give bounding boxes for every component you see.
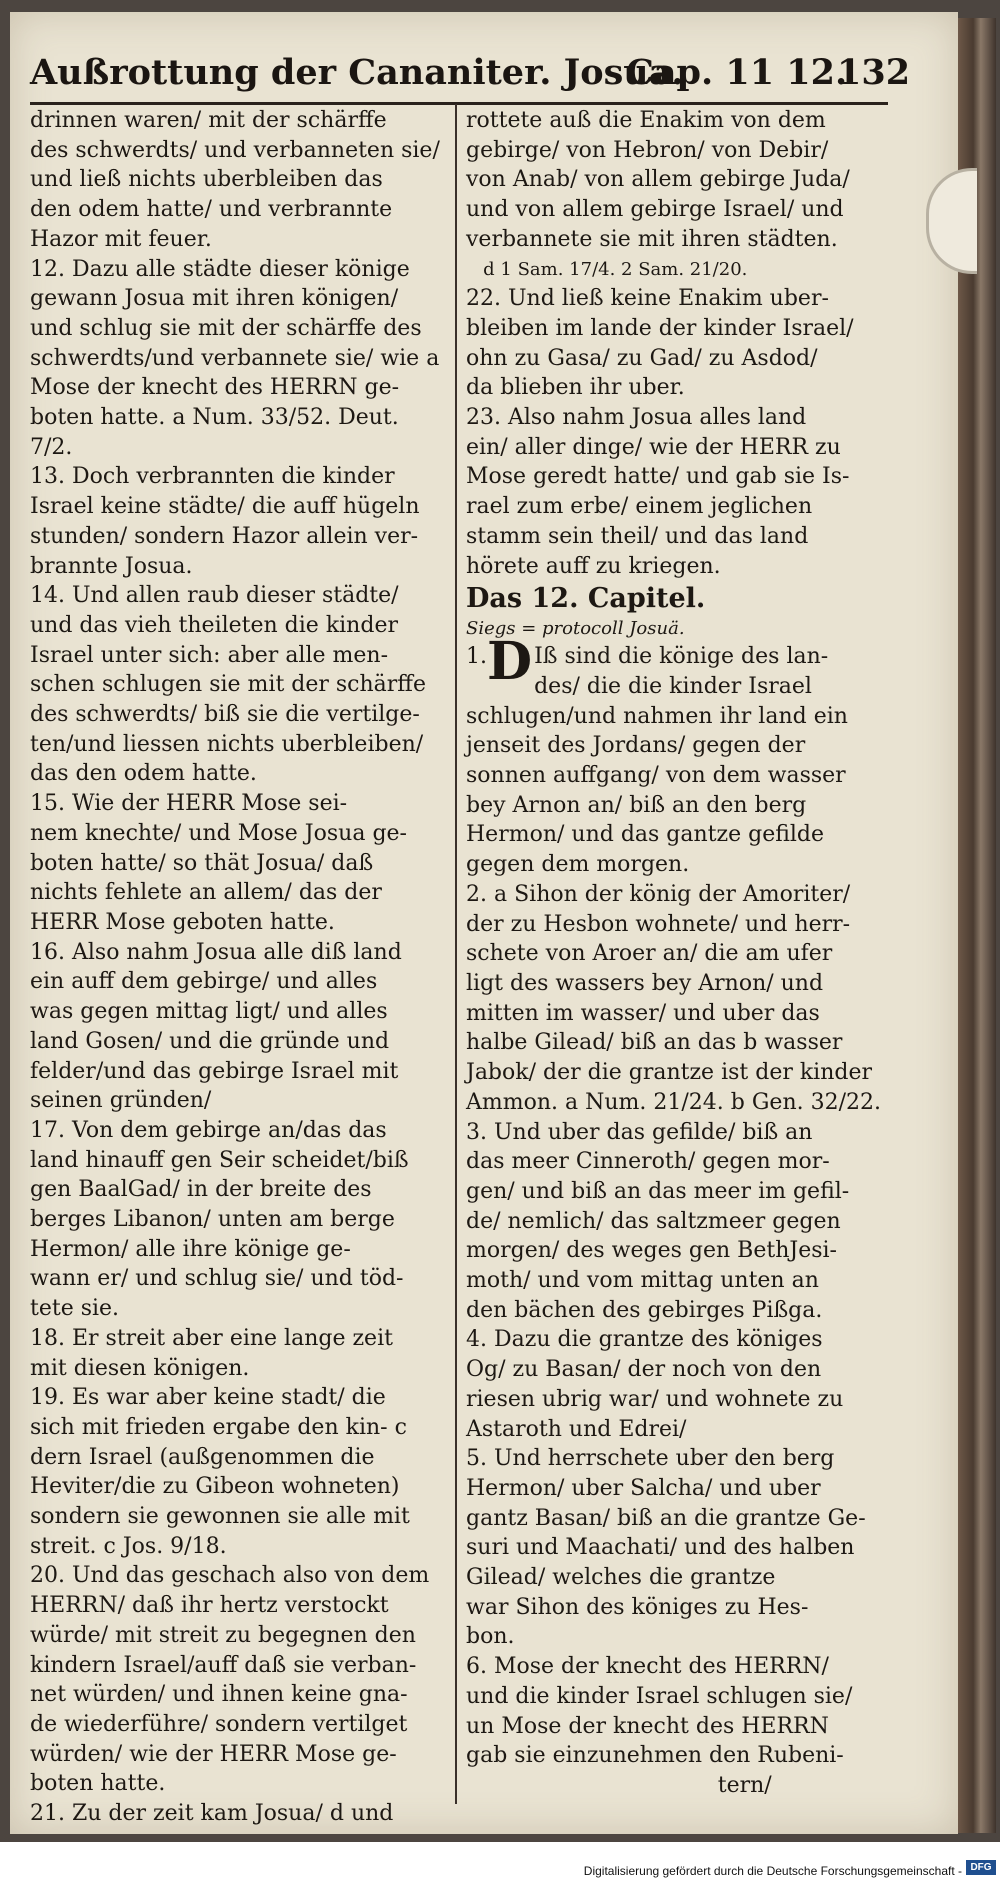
verse-paragraph: 20. Und das geschach also von dem HERRN/ daß ihr hertz verstockt würde/ mit streit zu begegnen den kindern Israel/auff daß sie verban- net würden/ und ihnen keine gna- de wiederführe/ sondern vertilget würden/ wie der HERR Mose ge- boten hatte.	[30, 1563, 430, 1797]
right-column	[466, 106, 889, 1801]
verse-paragraph: 14. Und allen raub dieser städte/ und das vieh theileten die kinder Israel unter sich: aber alle men- schen schlugen sie mit der schärffe des schwerdts/ biß sie die vertilge- ten/und liessen nichts uberbleiben/ das den odem hatte.	[30, 583, 426, 787]
drop-cap: D	[487, 631, 533, 693]
first-verse-text: Iß sind die könige des lan- des/ die die kinder Israel schlugen/und nahmen ihr land ein jenseit des Jordans/ gegen der sonnen auffgang/ von dem wasser bey Arnon an/ biß an den berg Hermon/ und das gantze gefilde gegen dem morgen.	[466, 644, 848, 878]
verse-paragraph: 12. Dazu alle städte dieser könige gewann Josua mit ihren königen/ und schlug sie mit der schärffe des schwerdts/und verbannete sie/ wie a Mose der knecht des HERRN ge- boten hatte. a Num. 33/52. Deut. 7/2.	[30, 256, 440, 460]
chapter-summary: Siegs = protocoll Josuä.	[466, 618, 685, 640]
verse-paragraph: 21. Zu der zeit kam Josua/ d und	[30, 1801, 394, 1827]
verse-paragraph: 2. a Sihon der könig der Amoriter/ der zu Hesbon wohnete/ und herr- schete von Aroer an/ die am ufer ligt des wassers bey Arnon/ und mitten im wasser/ und uber das halbe Gilead/ biß an das b wasser Jabok/ der die grantze ist der kinder Ammon. a Num. 21/24. b Gen. 32/22.	[466, 881, 881, 1115]
page-number: 132	[837, 52, 911, 93]
left-column	[30, 106, 447, 1829]
cross-reference: d 1 Sam. 17/4. 2 Sam. 21/20.	[466, 258, 748, 280]
column-divider	[455, 104, 457, 1804]
verse-paragraph: 16. Also nahm Josua alle diß land ein auff dem gebirge/ und alles was gegen mittag ligt/ und alles land Gosen/ und die gründe und felder/und das gebirge Israel mit seinen gründen/	[30, 939, 402, 1114]
verse-number: 1.	[466, 644, 487, 670]
page-edge-shadow	[958, 18, 996, 1833]
chapter-reference: Cap. 11 12.	[626, 52, 848, 93]
funding-credit: Digitalisierung gefördert durch die Deutsche Forschungsgemeinschaft -	[583, 1864, 962, 1878]
verse-paragraph: 3. Und uber das gefilde/ biß an das meer Cinneroth/ gegen mor- gen/ und biß an das meer im gefil- de/ nemlich/ das saltzmeer gegen morgen/ des weges gen BethJesi- moth/ und vom mittag unten an den bächen des gebirges Pißga.	[466, 1119, 850, 1323]
running-title: Außrottung der Cananiter. Josua.	[30, 52, 684, 93]
verse-paragraph-first	[466, 631, 889, 880]
verse-paragraph: 22. Und ließ keine Enakim uber- bleiben im lande der kinder Israel/ ohn zu Gasa/ zu Gad/ zu Asdod/ da blieben ihr uber.	[466, 286, 854, 401]
verse-paragraph: 6. Mose der knecht des HERRN/ und die kinder Israel schlugen sie/ un Mose der knecht des HERRN gab sie einzunehmen den Rubeni- tern/	[466, 1654, 853, 1798]
verse-paragraph: 18. Er streit aber eine lange zeit mit diesen königen.	[30, 1325, 393, 1381]
verse-paragraph: 23. Also nahm Josua alles land ein/ aller dinge/ wie der HERR zu Mose geredt hatte/ und gab sie Is- rael zum erbe/ einem jeglichen stamm sein theil/ und das land hörete auff zu kriegen.	[466, 405, 850, 579]
verse-paragraph: 15. Wie der HERR Mose sei- nem knechte/ und Mose Josua ge- boten hatte/ so thät Josua/ daß nichts fehlete an allem/ das der HERR Mose geboten hatte.	[30, 791, 407, 935]
chapter-heading: Das 12. Capitel.	[466, 583, 706, 615]
header-rule	[30, 102, 888, 105]
verse-paragraph: 4. Dazu die grantze des königes Og/ zu Basan/ der noch von den riesen ubrig war/ und wohnete zu Astaroth und Edrei/	[466, 1327, 844, 1442]
verse-paragraph: 17. Von dem gebirge an/das das land hinauff gen Seir scheidet/biß gen BaalGad/ in der breite des berges Libanon/ unten am berge Hermon/ alle ihre könige ge- wann er/ und schlug sie/ und töd- tete sie.	[30, 1117, 409, 1322]
running-header	[30, 52, 911, 102]
dfg-logo: DFG	[966, 1860, 996, 1875]
verse-paragraph: rottete auß die Enakim von dem gebirge/ von Hebron/ von Debir/ von Anab/ von allem gebirge Juda/ und von allem gebirge Israel/ und verbannete sie mit ihren städten.	[466, 108, 850, 252]
verse-paragraph: 19. Es war aber keine stadt/ die sich mit frieden ergabe den kin- c dern Israel (außgenommen die Heviter/die zu Gibeon wohneten) sondern sie gewonnen sie alle mit streit. c Jos. 9/18.	[30, 1385, 410, 1559]
verse-paragraph: drinnen waren/ mit der schärffe des schwerdts/ und verbanneten sie/ und ließ nichts uberbleiben das den odem hatte/ und verbrannte Hazor mit feuer.	[30, 108, 440, 252]
verse-paragraph: 13. Doch verbrannten die kinder Israel keine städte/ die auff hügeln stunden/ sondern Hazor allein ver- brannte Josua.	[30, 464, 420, 579]
verse-paragraph: 5. Und herrschete uber den berg Hermon/ uber Salcha/ und uber gantz Basan/ biß an die grantze Ge- suri und Maachati/ und des halben Gilead/ welches die grantze war Sihon des königes zu Hes- bon.	[466, 1446, 866, 1650]
